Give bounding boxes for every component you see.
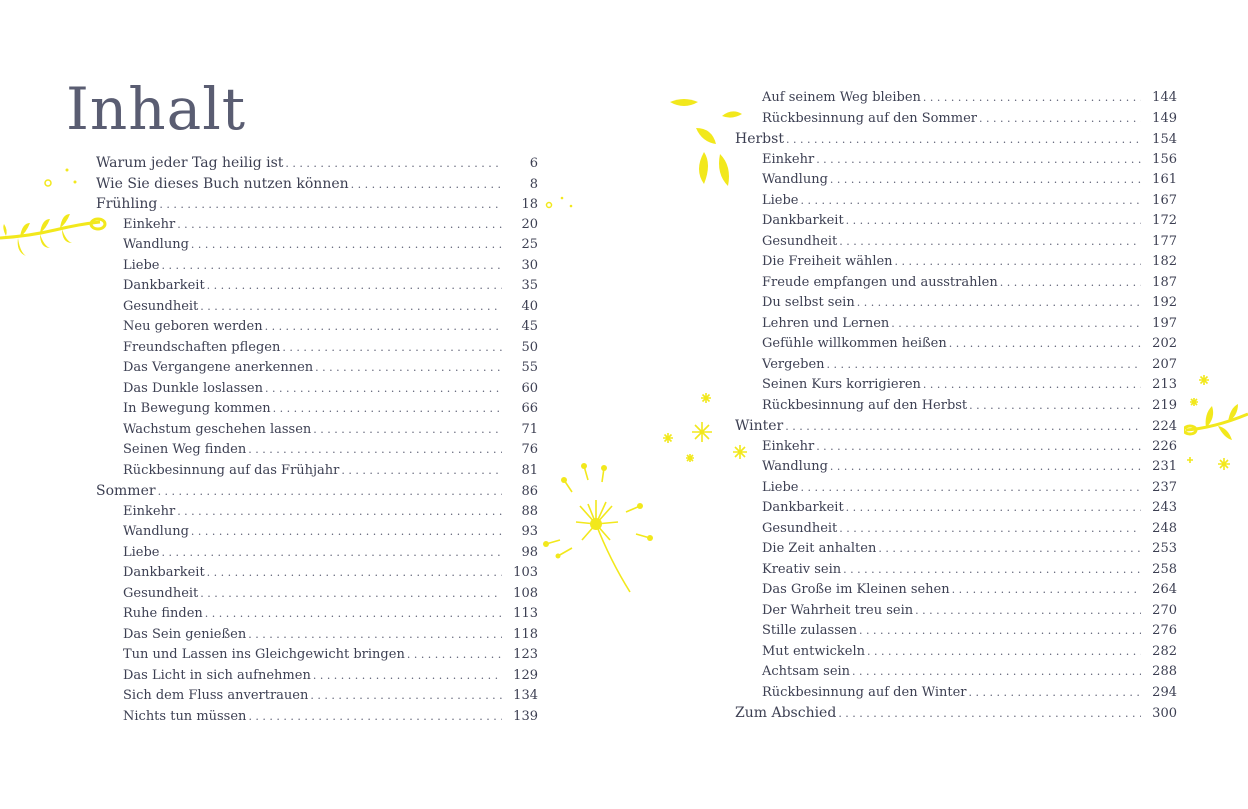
- dot-leader: [979, 109, 1141, 130]
- dot-leader: [177, 215, 502, 236]
- toc-entry-label: Ruhe finden: [123, 606, 203, 621]
- toc-entry-page: 88: [521, 503, 538, 519]
- toc-entry: [735, 478, 1177, 499]
- toc-entry: [735, 539, 1177, 560]
- dot-leader: [191, 235, 502, 256]
- toc-entry: [735, 437, 1177, 458]
- toc-entry-page: 139: [513, 708, 538, 724]
- toc-entry-page: 6: [529, 156, 538, 171]
- toc-entry-label: Sommer: [96, 483, 156, 499]
- dot-leader: [315, 358, 502, 379]
- toc-entry: [735, 293, 1177, 314]
- dot-leader: [285, 154, 502, 175]
- toc-entry-label: Freude empfangen und ausstrahlen: [762, 274, 998, 290]
- toc-entry-page: 154: [1152, 132, 1177, 147]
- toc-entry-page: 93: [521, 524, 538, 539]
- dot-leader: [827, 355, 1141, 376]
- toc-entry-label: Einkehr: [123, 503, 176, 519]
- toc-entry-label: Einkehr: [762, 438, 815, 454]
- toc-entry-label: Rückbesinnung auf den Winter: [762, 684, 967, 700]
- snowflakes-icon: [656, 386, 756, 468]
- toc-entry-label: Gesundheit: [762, 233, 838, 249]
- toc-entry-label: Gesundheit: [123, 585, 199, 601]
- dot-leader: [895, 252, 1141, 273]
- dot-leader: [162, 256, 503, 277]
- toc-entry: [735, 191, 1177, 212]
- toc-entry-page: 224: [1152, 419, 1177, 434]
- toc-entry-page: 76: [521, 442, 538, 457]
- toc-entry-label: Tun und Lassen ins Gleichgewicht bringen: [123, 647, 405, 662]
- toc-entry: [96, 153, 538, 174]
- toc-entry-label: Rückbesinnung auf das Frühjahr: [123, 462, 340, 478]
- dot-leader: [207, 276, 502, 297]
- toc-entry: [96, 645, 538, 666]
- sparkle-dots-icon: [542, 194, 577, 214]
- toc-entry: [96, 604, 538, 625]
- toc-entry-page: 219: [1152, 397, 1177, 413]
- toc-entry-page: 197: [1152, 315, 1177, 331]
- toc-entry-label: Stille zulassen: [762, 623, 857, 638]
- dot-leader: [407, 645, 502, 666]
- toc-entry: [96, 194, 538, 215]
- dot-leader: [351, 175, 502, 196]
- dot-leader: [207, 563, 502, 584]
- toc-entry-label: Lehren und Lernen: [762, 315, 890, 331]
- toc-entry: [96, 440, 538, 461]
- toc-entry-label: Die Freiheit wählen: [762, 254, 893, 269]
- toc-entry-label: Wandlung: [123, 524, 189, 539]
- toc-entry-page: 187: [1152, 274, 1177, 290]
- dot-leader: [859, 621, 1141, 642]
- toc-entry: [735, 642, 1177, 663]
- dot-leader: [830, 457, 1141, 478]
- toc-entry-page: 270: [1152, 602, 1177, 618]
- toc-entry: [735, 683, 1177, 704]
- dot-leader: [191, 522, 502, 543]
- toc-entry-page: 294: [1152, 684, 1177, 700]
- dot-leader: [816, 437, 1141, 458]
- toc-entry-label: In Bewegung kommen: [123, 401, 271, 416]
- dot-leader: [852, 662, 1141, 683]
- toc-left-column: [96, 153, 538, 727]
- toc-entry-page: 50: [521, 339, 538, 355]
- toc-entry: [96, 686, 538, 707]
- dot-leader: [341, 461, 502, 482]
- toc-entry: [735, 355, 1177, 376]
- toc-entry-label: Gefühle willkommen heißen: [762, 336, 947, 351]
- toc-entry-page: 30: [521, 257, 538, 273]
- dot-leader: [878, 539, 1141, 560]
- toc-right-column: [735, 88, 1177, 724]
- toc-entry-page: 161: [1152, 172, 1177, 187]
- dot-leader: [273, 399, 502, 420]
- dot-leader: [265, 317, 502, 338]
- toc-entry-page: 248: [1152, 520, 1177, 536]
- dot-leader: [923, 375, 1141, 396]
- toc-entry-page: 123: [513, 647, 538, 662]
- toc-entry: [735, 457, 1177, 478]
- toc-entry-label: Liebe: [762, 479, 799, 495]
- toc-entry: [96, 256, 538, 277]
- dot-leader: [1000, 273, 1141, 294]
- toc-entry-page: 103: [513, 565, 538, 580]
- toc-entry-page: 282: [1152, 643, 1177, 659]
- toc-entry: [96, 543, 538, 564]
- toc-entry: [735, 211, 1177, 232]
- toc-entry: [96, 502, 538, 523]
- toc-entry-page: 134: [513, 688, 538, 703]
- sparkle-dots-icon: [40, 164, 85, 192]
- dot-leader: [915, 601, 1141, 622]
- toc-entry-label: Sich dem Fluss anvertrauen: [123, 688, 309, 703]
- dot-leader: [313, 420, 502, 441]
- leaf-branch-left-icon: [0, 200, 110, 262]
- toc-entry: [96, 235, 538, 256]
- toc-entry: [735, 621, 1177, 642]
- dot-leader: [816, 150, 1141, 171]
- toc-entry-label: Liebe: [762, 192, 799, 208]
- toc-entry-page: 172: [1152, 213, 1177, 228]
- toc-entry-label: Das Vergangene anerkennen: [123, 360, 314, 375]
- toc-entry-label: Mut entwickeln: [762, 643, 865, 659]
- dot-leader: [969, 396, 1141, 417]
- toc-entry-label: Achtsam sein: [762, 664, 851, 679]
- toc-entry-page: 108: [513, 585, 538, 601]
- toc-entry-label: Der Wahrheit treu sein: [762, 602, 914, 618]
- toc-entry-label: Nichts tun müssen: [123, 708, 247, 724]
- toc-entry-page: 182: [1152, 254, 1177, 269]
- dot-leader: [949, 334, 1141, 355]
- toc-entry-label: Freundschaften pflegen: [123, 339, 281, 355]
- toc-entry-label: Das Große im Kleinen sehen: [762, 582, 950, 597]
- toc-entry-page: 231: [1152, 459, 1177, 474]
- toc-entry-label: Rückbesinnung auf den Herbst: [762, 397, 968, 413]
- toc-entry-page: 156: [1152, 151, 1177, 167]
- toc-entry: [96, 461, 538, 482]
- dot-leader: [801, 478, 1142, 499]
- dot-leader: [839, 519, 1141, 540]
- dot-leader: [200, 297, 502, 318]
- toc-entry-label: Einkehr: [762, 151, 815, 167]
- toc-entry: [96, 317, 538, 338]
- toc-entry-label: Auf seinem Weg bleiben: [762, 90, 921, 105]
- dot-leader: [205, 604, 502, 625]
- dot-leader: [282, 338, 502, 359]
- toc-entry-label: Herbst: [735, 131, 784, 147]
- dandelion-icon: [540, 460, 660, 600]
- toc-entry-label: Gesundheit: [123, 298, 199, 314]
- toc-entry: [735, 170, 1177, 191]
- toc-entry: [735, 519, 1177, 540]
- toc-entry: [735, 560, 1177, 581]
- toc-entry: [96, 563, 538, 584]
- toc-entry: [735, 498, 1177, 519]
- dot-leader: [177, 502, 502, 523]
- toc-entry: [96, 481, 538, 502]
- toc-entry-page: 300: [1152, 706, 1177, 721]
- dot-leader: [158, 482, 502, 503]
- toc-entry-label: Das Licht in sich aufnehmen: [123, 667, 311, 683]
- toc-entry: [735, 375, 1177, 396]
- toc-entry-label: Dankbarkeit: [123, 565, 205, 580]
- dot-leader: [891, 314, 1141, 335]
- dot-leader: [952, 580, 1141, 601]
- dot-leader: [969, 683, 1142, 704]
- toc-entry-page: 60: [521, 380, 538, 396]
- dot-leader: [162, 543, 503, 564]
- toc-entry: [735, 88, 1177, 109]
- toc-entry: [735, 580, 1177, 601]
- toc-entry: [96, 625, 538, 646]
- toc-entry: [735, 109, 1177, 130]
- toc-entry-label: Wie Sie dieses Buch nutzen können: [96, 175, 349, 192]
- toc-entry-label: Wandlung: [762, 172, 828, 187]
- dot-leader: [313, 666, 502, 687]
- toc-entry-label: Das Sein genießen: [123, 626, 247, 642]
- toc-entry: [96, 215, 538, 236]
- toc-entry: [735, 396, 1177, 417]
- toc-entry-label: Zum Abschied: [735, 705, 837, 721]
- toc-entry-page: 129: [513, 667, 538, 683]
- toc-entry: [96, 666, 538, 687]
- toc-entry-page: 81: [521, 462, 538, 478]
- toc-entry: [96, 707, 538, 728]
- toc-entry-label: Warum jeder Tag heilig ist: [96, 155, 284, 171]
- toc-entry-label: Frühling: [96, 196, 158, 212]
- page-title: Inhalt: [66, 75, 247, 143]
- toc-entry-page: 86: [521, 484, 538, 499]
- toc-entry-label: Wachstum geschehen lassen: [123, 421, 312, 437]
- toc-entry: [735, 150, 1177, 171]
- toc-entry-label: Dankbarkeit: [762, 213, 844, 228]
- toc-entry-label: Dankbarkeit: [762, 500, 844, 515]
- toc-entry: [96, 420, 538, 441]
- toc-entry-page: 213: [1152, 377, 1177, 392]
- toc-entry-page: 45: [521, 319, 538, 334]
- dot-leader: [867, 642, 1141, 663]
- toc-entry-label: Neu geboren werden: [123, 319, 263, 334]
- toc-entry: [735, 129, 1177, 150]
- dot-leader: [843, 560, 1141, 581]
- toc-entry-page: 202: [1152, 336, 1177, 351]
- toc-entry-page: 258: [1152, 561, 1177, 577]
- falling-leaves-icon: [668, 92, 748, 192]
- toc-entry: [96, 297, 538, 318]
- toc-entry-page: 8: [529, 176, 538, 192]
- toc-entry-label: Winter: [735, 418, 784, 434]
- toc-entry-page: 149: [1152, 110, 1177, 126]
- toc-entry-page: 288: [1152, 664, 1177, 679]
- toc-entry-page: 167: [1152, 192, 1177, 208]
- dot-leader: [846, 498, 1141, 519]
- toc-entry-page: 20: [521, 216, 538, 232]
- toc-entry-page: 192: [1152, 295, 1177, 310]
- dot-leader: [839, 232, 1141, 253]
- toc-entry-label: Liebe: [123, 257, 160, 273]
- toc-entry-label: Einkehr: [123, 216, 176, 232]
- toc-entry: [735, 252, 1177, 273]
- toc-entry: [96, 338, 538, 359]
- dot-leader: [159, 195, 502, 216]
- toc-entry: [735, 662, 1177, 683]
- toc-entry-page: 71: [521, 421, 538, 437]
- toc-entry: [735, 273, 1177, 294]
- dot-leader: [265, 379, 502, 400]
- toc-entry: [96, 379, 538, 400]
- dot-leader: [310, 686, 502, 707]
- leaf-branch-right-icon: [1184, 372, 1248, 474]
- toc-entry: [735, 601, 1177, 622]
- toc-entry-label: Wandlung: [123, 237, 189, 252]
- toc-entry-page: 276: [1152, 623, 1177, 638]
- dot-leader: [830, 170, 1141, 191]
- toc-entry: [96, 358, 538, 379]
- toc-entry: [735, 232, 1177, 253]
- toc-entry-label: Dankbarkeit: [123, 278, 205, 293]
- toc-entry-label: Vergeben: [762, 356, 825, 372]
- toc-entry-page: 264: [1152, 582, 1177, 597]
- toc-entry: [735, 703, 1177, 724]
- toc-entry-page: 35: [521, 278, 538, 293]
- toc-entry-page: 118: [513, 626, 538, 642]
- dot-leader: [786, 130, 1141, 151]
- toc-entry-page: 177: [1152, 233, 1177, 249]
- toc-entry-page: 113: [513, 606, 538, 621]
- toc-entry-label: Die Zeit anhalten: [762, 541, 877, 556]
- toc-entry-page: 18: [521, 197, 538, 212]
- toc-entry-page: 55: [521, 360, 538, 375]
- dot-leader: [923, 88, 1141, 109]
- toc-entry-page: 98: [521, 544, 538, 560]
- toc-entry: [96, 522, 538, 543]
- toc-entry-page: 66: [521, 401, 538, 416]
- toc-entry-page: 243: [1152, 500, 1177, 515]
- toc-entry: [735, 334, 1177, 355]
- dot-leader: [838, 704, 1141, 725]
- toc-entry-label: Gesundheit: [762, 520, 838, 536]
- dot-leader: [248, 625, 502, 646]
- dot-leader: [846, 211, 1141, 232]
- toc-entry: [735, 416, 1177, 437]
- dot-leader: [801, 191, 1142, 212]
- dot-leader: [200, 584, 502, 605]
- toc-entry-page: 207: [1152, 356, 1177, 372]
- toc-entry-page: 237: [1152, 479, 1177, 495]
- toc-entry-label: Kreativ sein: [762, 561, 842, 577]
- toc-entry-label: Du selbst sein: [762, 295, 855, 310]
- toc-entry-label: Wandlung: [762, 459, 828, 474]
- dot-leader: [785, 417, 1141, 438]
- toc-entry-label: Liebe: [123, 544, 160, 560]
- toc-entry-label: Rückbesinnung auf den Sommer: [762, 110, 977, 126]
- toc-entry-page: 144: [1152, 90, 1177, 105]
- toc-entry-page: 226: [1152, 438, 1177, 454]
- toc-entry: [96, 174, 538, 195]
- toc-entry: [735, 314, 1177, 335]
- dot-leader: [248, 707, 502, 728]
- toc-entry-page: 253: [1152, 541, 1177, 556]
- dot-leader: [248, 440, 502, 461]
- toc-entry-page: 40: [521, 298, 538, 314]
- toc-entry-page: 25: [521, 237, 538, 252]
- toc-entry-label: Seinen Kurs korrigieren: [762, 377, 921, 392]
- toc-entry: [96, 584, 538, 605]
- toc-entry: [96, 399, 538, 420]
- toc-entry-label: Das Dunkle loslassen: [123, 380, 263, 396]
- toc-entry: [96, 276, 538, 297]
- dot-leader: [857, 293, 1141, 314]
- toc-entry-label: Seinen Weg finden: [123, 442, 247, 457]
